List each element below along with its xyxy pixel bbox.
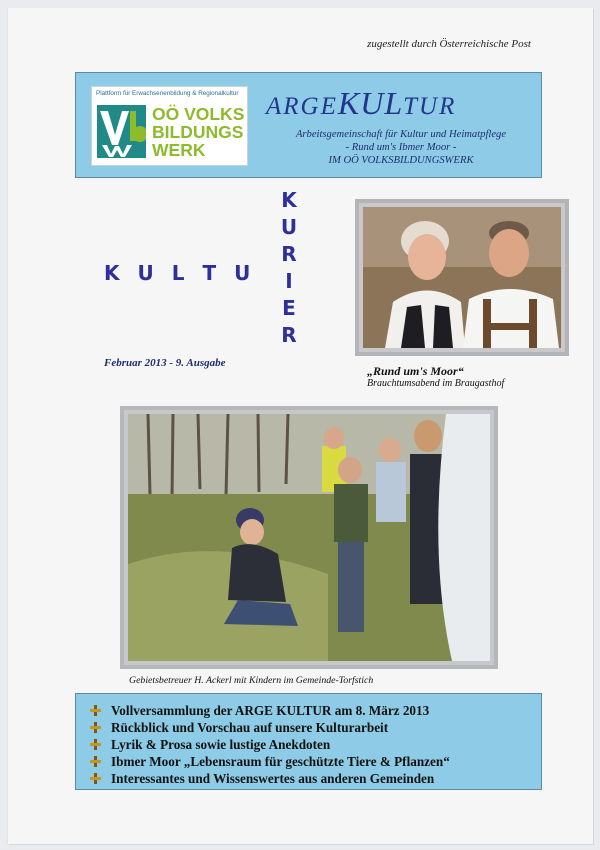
- photo-brauchtumsabend: [355, 199, 569, 356]
- bullet-cross-icon: [90, 756, 101, 767]
- couple-portrait-image: [363, 207, 561, 348]
- kurier-letter: R: [281, 323, 297, 347]
- kultur-letter: U: [234, 261, 251, 285]
- kurier-word: [277, 190, 301, 345]
- bullet-cross-icon: [90, 773, 101, 784]
- highlights-band: [75, 693, 542, 790]
- header-line-2: - Rund um's Ibmer Moor -: [345, 142, 457, 153]
- highlight-text: Rückblick und Vorschau auf unsere Kulturarbeit: [111, 719, 389, 735]
- kurier-letter: R: [281, 242, 297, 266]
- kultur-letter: K: [104, 261, 120, 285]
- logo-tagline: Plattform für Erwachsenenbildung & Regionalkultur: [96, 90, 239, 97]
- highlight-text: Vollversammlung der ARGE KULTUR am 8. März 2013: [111, 702, 430, 718]
- issue-date: Februar 2013 - 9. Ausgabe: [104, 357, 226, 369]
- kurier-letter: K: [281, 188, 297, 212]
- volksbildungswerk-logo: [91, 86, 248, 166]
- header-line-1: Arbeitsgemeinschaft für Kultur und Heimatpflege: [295, 129, 507, 140]
- vbw-logo-mark-icon: [97, 105, 146, 158]
- highlight-text: Lyrik & Prosa sowie lustige Anekdoten: [111, 736, 331, 752]
- highlight-text: Interessantes und Wissenswertes aus anderen Gemeinden: [111, 770, 435, 786]
- header-line-3: IM OÖ VOLKSBILDUNGSWERK: [328, 155, 474, 166]
- photo1-caption-title: „Rund um's Moor“: [367, 364, 464, 378]
- highlight-text: Ibmer Moor „Lebensraum für geschützte Tiere & Pflanzen“: [111, 753, 450, 769]
- logo-line-1: OÖ VOLKS: [152, 104, 245, 124]
- highlight-item: [90, 736, 541, 753]
- photo2-caption: Gebietsbetreuer H. Ackerl mit Kindern im Gemeinde-Torfstich: [129, 675, 374, 686]
- kultur-word: [104, 263, 250, 287]
- kultur-letter: U: [137, 261, 154, 285]
- highlight-item: [90, 770, 541, 787]
- bullet-cross-icon: [90, 705, 101, 716]
- arge-kultur-title: [266, 85, 536, 122]
- header-subtitle: [266, 128, 536, 167]
- title-prefix: ARGE: [266, 93, 338, 120]
- postal-note: zugestellt durch Österreichische Post: [367, 38, 531, 50]
- logo-wordmark: [152, 105, 246, 159]
- highlight-item: [90, 753, 541, 770]
- kurier-letter: U: [280, 215, 298, 239]
- magazine-cover: [8, 8, 593, 844]
- highlight-item: [90, 719, 541, 736]
- title-suffix: TUR: [403, 93, 457, 120]
- header-band: [75, 72, 542, 178]
- bullet-cross-icon: [90, 739, 101, 750]
- logo-line-2: BILDUNGS: [152, 122, 244, 142]
- highlight-item: [90, 702, 541, 719]
- moor-children-image: [128, 414, 490, 661]
- kultur-letter: T: [202, 261, 217, 285]
- photo-torfstich: [120, 406, 498, 669]
- kultur-letter: L: [171, 261, 185, 285]
- photo1-caption-subtitle: Brauchtumsabend im Braugasthof: [367, 378, 505, 389]
- kurier-letter: E: [282, 296, 296, 320]
- title-big: KUL: [337, 85, 404, 121]
- bullet-cross-icon: [90, 722, 101, 733]
- kurier-letter: I: [285, 269, 293, 293]
- logo-line-3: WERK: [152, 140, 206, 160]
